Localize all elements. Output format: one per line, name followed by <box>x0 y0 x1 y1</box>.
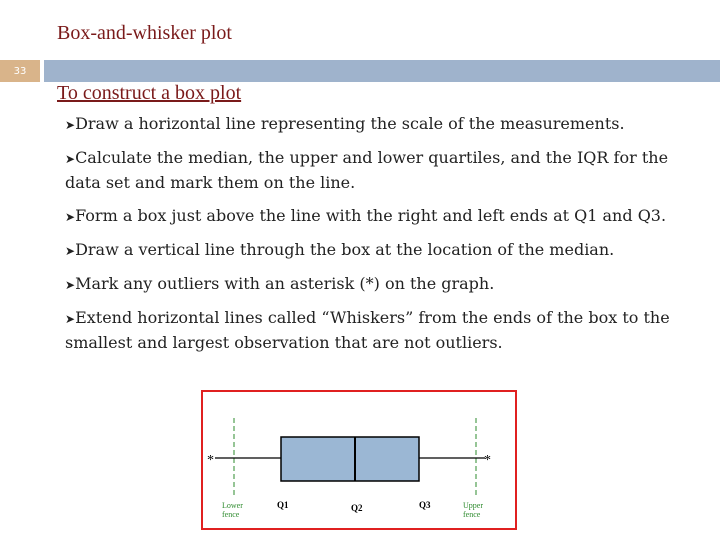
arrow-bullet-icon: ➤ <box>65 244 76 258</box>
bullet-text: Form a box just above the line with the right and left ends at Q1 and Q3. <box>75 206 667 225</box>
lower-fence-label: Lower fence <box>222 501 243 519</box>
upper-fence-label: Upper fence <box>463 501 483 519</box>
bullet-item <box>65 306 705 355</box>
arrow-bullet-icon: ➤ <box>65 118 76 132</box>
upper-outlier-marker: * <box>484 453 491 468</box>
bullet-text: Mark any outliers with an asterisk (*) on the graph. <box>75 274 495 293</box>
bullet-item <box>65 204 705 229</box>
bullet-text: Calculate the median, the upper and lower quartiles, and the IQR for the data set and mark them on the line. <box>65 148 669 192</box>
q3-label: Q3 <box>419 500 431 510</box>
bullet-item <box>65 272 705 297</box>
q1-label: Q1 <box>277 500 289 510</box>
bullet-item <box>65 146 705 195</box>
slide-number: 33 <box>0 60 40 82</box>
lower-outlier-marker: * <box>207 453 214 468</box>
arrow-bullet-icon: ➤ <box>65 152 76 166</box>
bullet-item <box>65 238 705 263</box>
q2-label: Q2 <box>351 503 363 513</box>
header-band <box>44 60 720 82</box>
bullet-text: Draw a vertical line through the box at the location of the median. <box>75 240 615 259</box>
box-plot-diagram <box>201 390 517 530</box>
iqr-box <box>281 437 419 481</box>
bullet-text: Extend horizontal lines called “Whiskers” from the ends of the box to the smallest and largest observation that are not outliers. <box>65 308 670 352</box>
bullet-list <box>65 112 705 364</box>
slide-title: Box-and-whisker plot <box>57 22 232 44</box>
bullet-item <box>65 112 705 137</box>
section-title: To construct a box plot <box>57 82 242 104</box>
arrow-bullet-icon: ➤ <box>65 312 76 326</box>
arrow-bullet-icon: ➤ <box>65 210 76 224</box>
bullet-text: Draw a horizontal line representing the scale of the measurements. <box>75 114 625 133</box>
arrow-bullet-icon: ➤ <box>65 278 76 292</box>
